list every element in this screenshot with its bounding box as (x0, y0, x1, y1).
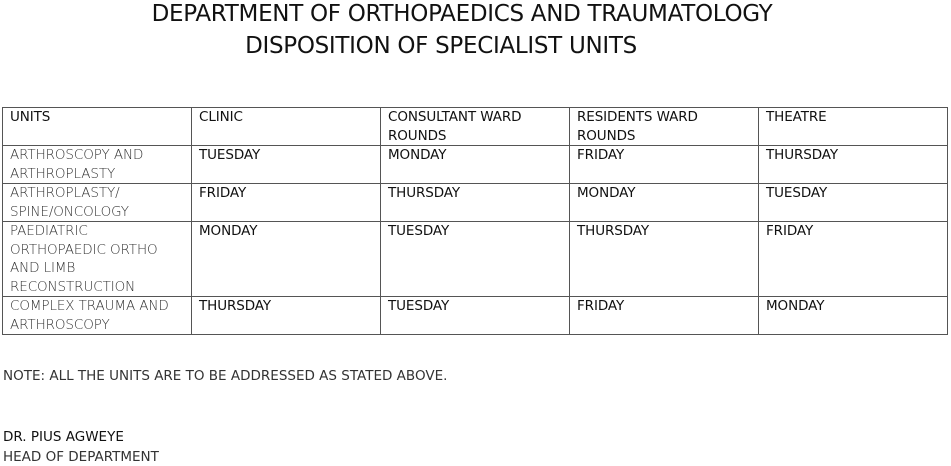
unit-name-cell: PAEDIATRIC ORTHOPAEDIC ORTHO AND LIMB RECONSTRUCTION (3, 222, 192, 297)
schedule-day-cell: TUESDAY (759, 184, 948, 222)
schedule-day-cell: FRIDAY (192, 184, 381, 222)
unit-name-cell: COMPLEX TRAUMA AND ARTHROSCOPY (3, 297, 192, 335)
document-subtitle: DISPOSITION OF SPECIALIST UNITS (245, 33, 637, 59)
column-header: CONSULTANT WARD ROUNDS (381, 108, 570, 146)
units-schedule-table (2, 107, 948, 335)
document-title: DEPARTMENT OF ORTHOPAEDICS AND TRAUMATOLOGY (151, 1, 773, 27)
column-header: UNITS (3, 108, 192, 146)
signatory-name: DR. PIUS AGWEYE (3, 429, 124, 445)
schedule-day-cell: MONDAY (381, 146, 570, 184)
note-text: NOTE: ALL THE UNITS ARE TO BE ADDRESSED AS STATED ABOVE. (3, 368, 448, 384)
table-row (3, 146, 948, 184)
schedule-day-cell: THURSDAY (192, 297, 381, 335)
table-header-row (3, 108, 948, 146)
column-header: THEATRE (759, 108, 948, 146)
schedule-day-cell: THURSDAY (570, 222, 759, 297)
schedule-day-cell: THURSDAY (759, 146, 948, 184)
table-row (3, 297, 948, 335)
column-header: RESIDENTS WARD ROUNDS (570, 108, 759, 146)
schedule-day-cell: MONDAY (570, 184, 759, 222)
schedule-day-cell: FRIDAY (570, 146, 759, 184)
unit-name-cell: ARTHROPLASTY/ SPINE/ONCOLOGY (3, 184, 192, 222)
signatory-title: HEAD OF DEPARTMENT (3, 449, 159, 465)
schedule-day-cell: TUESDAY (381, 222, 570, 297)
table-row (3, 222, 948, 297)
column-header: CLINIC (192, 108, 381, 146)
schedule-day-cell: FRIDAY (759, 222, 948, 297)
schedule-day-cell: MONDAY (192, 222, 381, 297)
schedule-day-cell: TUESDAY (192, 146, 381, 184)
unit-name-cell: ARTHROSCOPY AND ARTHROPLASTY (3, 146, 192, 184)
schedule-day-cell: FRIDAY (570, 297, 759, 335)
table-row (3, 184, 948, 222)
schedule-day-cell: THURSDAY (381, 184, 570, 222)
schedule-day-cell: MONDAY (759, 297, 948, 335)
schedule-day-cell: TUESDAY (381, 297, 570, 335)
